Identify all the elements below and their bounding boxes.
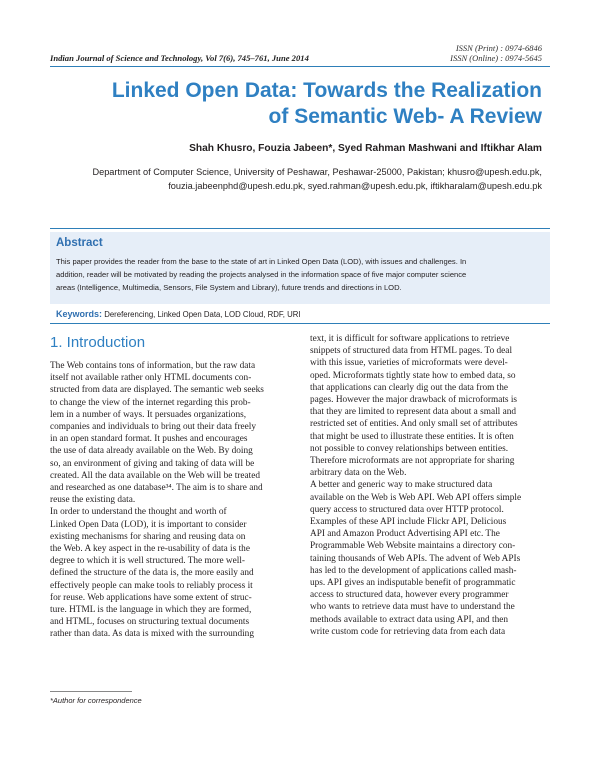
body-text-line: Examples of these API include Flickr API, Delicious — [310, 517, 507, 527]
body-text-line: so, an environment of giving and taking of data will be — [50, 458, 255, 469]
body-text-line: Programmable Web Website maintains a directory con- — [310, 541, 516, 552]
body-text-line: taining thousands of Web APIs. The advent of Web APIs — [310, 553, 521, 564]
body-text-line: defined the structure of the data is, the more easily and — [50, 568, 254, 579]
issn-online: ISSN (Online) : 0974-5645 — [450, 53, 542, 63]
affiliation-line-1: Department of Computer Science, University of Peshawar, Peshawar-25000, Pakistan; khusro@upesh.edu.pk, — [92, 167, 542, 177]
body-text-line: in an open standard format. It pushes and encourages — [50, 434, 248, 445]
body-text-line: that they are limited to represent data about a small and — [310, 407, 517, 418]
body-text-line: pages. However the major drawback of microformats is — [310, 395, 518, 405]
author-list: Shah Khusro, Fouzia Jabeen*, Syed Rahman Mashwani and Iftikhar Alam — [189, 143, 542, 154]
issn-print: ISSN (Print) : 0974-6846 — [455, 43, 542, 53]
body-text-line: for reuse. Web applications have some extent of struc- — [50, 592, 252, 603]
keywords-bottom-rule — [50, 323, 550, 324]
body-text-line: The Web contains tons of information, but the raw data — [50, 361, 256, 371]
body-text-line: has led to the development of applications called mash- — [310, 565, 517, 576]
paper-title-line-2: of Semantic Web- A Review — [268, 105, 542, 128]
body-text-line: In order to understand the thought and worth of — [50, 507, 227, 518]
body-text-line: existing mechanisms for sharing and reusing data on — [50, 531, 246, 542]
body-text-line: the use of data already available on the Web. By doing — [50, 446, 253, 457]
body-text-line: Therefore microformats are not appropriate for sharing — [310, 456, 515, 466]
body-text-line: structed from data are displayed. The semantic web seeks — [50, 385, 264, 396]
body-text-line: itself not available rather only HTML documents con- — [50, 373, 252, 384]
body-text-line: ture. HTML is the language in which they are formed, — [50, 605, 252, 615]
body-text-line: the Web. A key aspect in the re-usability of data is the — [50, 544, 250, 554]
header-rule — [50, 66, 550, 67]
body-text-line: created. All the data available on the Web will be treated — [50, 470, 260, 481]
body-text-line: access to structured data, however every programmer — [310, 590, 509, 601]
body-text-line: API and Amazon Product Advertising API etc. The — [310, 529, 500, 540]
body-text-line: Linked Open Data (LOD), it is important to consider — [50, 519, 247, 530]
body-text-line: that might be used to illustrate these entities. It is often — [310, 431, 514, 442]
keywords — [56, 309, 301, 319]
abstract-box — [50, 232, 550, 304]
body-text-line: arbitrary data on the Web. — [310, 468, 407, 479]
section-heading: 1. Introduction — [50, 334, 146, 351]
body-text-line: available on the Web is Web API. Web API offers simple — [310, 492, 522, 503]
journal-citation: Indian Journal of Science and Technology, Vol 7(6), 745–761, June 2014 — [50, 53, 309, 63]
abstract-line: This paper provides the reader from the base to the state of art in Linked Open Data (LOD), with issues and challenges. In — [56, 257, 467, 266]
body-text-line: degree to which it is well structured. The more well- — [50, 556, 246, 567]
body-text-line: snippets of structured data from HTML pages. To deal — [310, 346, 513, 357]
abstract-top-rule — [50, 228, 550, 229]
body-text-line: with this issue, varieties of microformats were devel- — [310, 358, 508, 369]
footnote-rule — [50, 691, 132, 692]
body-text-line: restricted set of entities. And only small set of attributes — [310, 419, 518, 430]
body-text-line: methods available to extract data using API, and then — [310, 614, 509, 625]
body-text-line: who wants to retrieve data must have to understand the — [310, 602, 515, 613]
body-text-line: companies and individuals to bring out their data freely — [50, 422, 257, 432]
body-text-line: oped. Microformats tightly state how to embed data, so — [310, 370, 516, 381]
affiliation-line-2: fouzia.jabeenphd@upesh.edu.pk, syed.rahman@upesh.edu.pk, iftikharalam@upesh.edu.pk — [168, 181, 542, 191]
paper-title-line-1: Linked Open Data: Towards the Realization — [111, 79, 542, 102]
abstract-heading: Abstract — [56, 237, 103, 249]
body-text-line: query access to structured data over HTTP protocol. — [310, 504, 504, 515]
body-text-line: and HTML, focuses on structuring textual documents — [50, 617, 250, 628]
keywords-text: Dereferencing, Linked Open Data, LOD Cloud, RDF, URI — [104, 310, 301, 319]
footnote: *Author for correspondence — [50, 696, 142, 705]
keywords-label: Keywords: — [56, 309, 103, 319]
body-text-line: text, it is difficult for software applications to retrieve — [310, 334, 510, 344]
body-text-line: that applications can clearly dig out the data from the — [310, 382, 509, 393]
body-text-line: to change the view of the internet regarding this prob- — [50, 397, 251, 408]
body-text-line: write custom code for retrieving data from each data — [310, 626, 506, 637]
abstract-line: addition, reader will be motivated by reading the projects analysed in the information space of five major computer science — [56, 270, 467, 279]
body-text-line: reuse the existing data. — [50, 495, 136, 506]
body-text-line: A better and generic way to make structured data — [310, 480, 493, 491]
body-text-line: ups. API gives an indisputable benefit of programmatic — [310, 578, 516, 588]
abstract-line: areas (Intelligence, Multimedia, Sensors, File System and Library), future trends and directions in LOD. — [56, 283, 402, 292]
body-text-line: rather than data. As data is mixed with the surrounding — [50, 629, 254, 640]
body-text-line: not possible to convey relationships between entities. — [310, 443, 509, 454]
body-text-line: and researched as one database³⁴. The aim is to share and — [50, 483, 263, 493]
body-text-line: effectively people can make tools to reliably process it — [50, 580, 253, 591]
body-text-line: lem in a number of ways. It persuades organizations, — [50, 409, 247, 420]
